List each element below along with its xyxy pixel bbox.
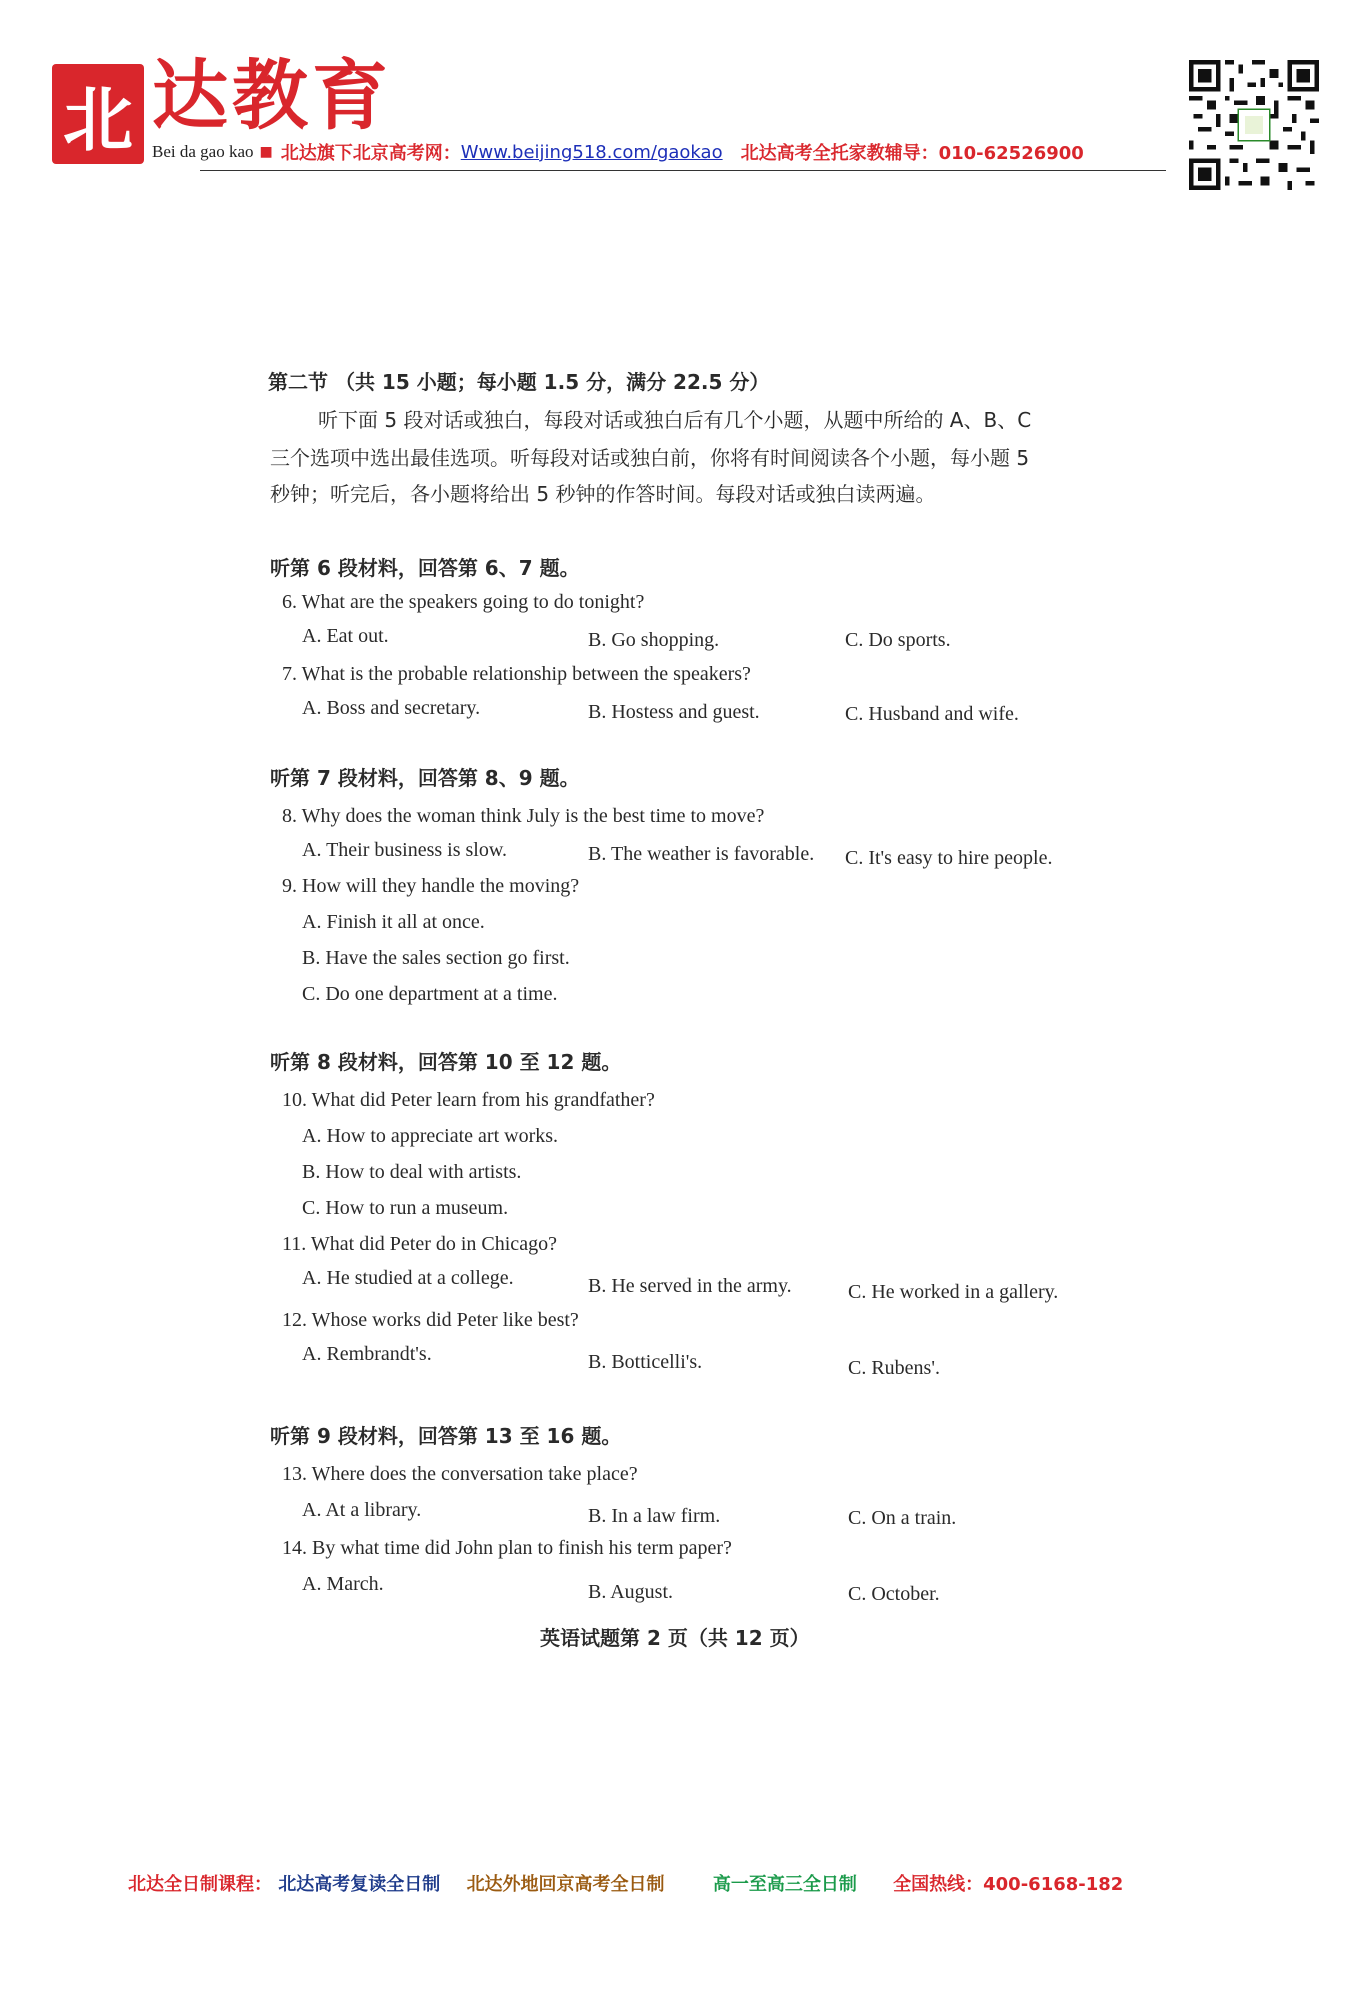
page-number: 英语试题第 2 页（共 12 页）: [540, 1626, 810, 1650]
option-b: B. How to deal with artists.: [302, 1161, 522, 1183]
option-c: C. It's easy to hire people.: [845, 847, 1053, 869]
national-hotline: 全国热线：400-6168-182: [893, 1874, 1124, 1895]
option-a: A. How to appreciate art works.: [302, 1125, 559, 1147]
option-a: A. Finish it all at once.: [302, 911, 485, 933]
option-b: B. He served in the army.: [588, 1275, 792, 1297]
course-3: 高一至高三全日制: [712, 1874, 857, 1895]
option-c: C. Do sports.: [845, 629, 951, 651]
option-a: A. Boss and secretary.: [302, 697, 481, 719]
question-stem: 13. Where does the conversation take place?: [282, 1463, 638, 1485]
option-c: C. Do one department at a time.: [302, 983, 558, 1005]
instruction-line-3: 秒钟；听完后，各小题将给出 5 秒钟的作答时间。每段对话或独白读两遍。: [270, 482, 936, 506]
brand-logo-text: 达教育: [152, 51, 392, 140]
bottom-course-bar: [128, 1870, 1143, 1896]
brand-pinyin: Bei da gao kao: [152, 142, 254, 161]
question-stem: 8. Why does the woman think July is the best time to move?: [282, 805, 765, 827]
group-heading: 听第 8 段材料，回答第 10 至 12 题。: [270, 1050, 622, 1074]
instruction-line-2: 三个选项中选出最佳选项。听每段对话或独白前，你将有时间阅读各个小题，每小题 5: [270, 446, 1030, 470]
option-a: A. He studied at a college.: [302, 1267, 514, 1289]
question-stem: 14. By what time did John plan to finish his term paper?: [282, 1537, 732, 1559]
option-b: B. Hostess and guest.: [588, 701, 760, 723]
course-1: 北达高考复读全日制: [278, 1874, 441, 1895]
option-a: A. Their business is slow.: [302, 839, 507, 861]
option-b: B. Botticelli's.: [588, 1351, 703, 1373]
option-b: B. In a law firm.: [588, 1505, 721, 1527]
option-a: A. March.: [302, 1573, 384, 1595]
option-b: B. August.: [588, 1581, 674, 1603]
question-stem: 7. What is the probable relationship between the speakers?: [282, 663, 751, 685]
question-stem: 9. How will they handle the moving?: [282, 875, 580, 897]
option-c: C. October.: [848, 1583, 940, 1605]
site-link[interactable]: Www.beijing518.com/gaokao: [460, 141, 723, 163]
option-c: C. Rubens'.: [848, 1357, 940, 1379]
question-stem: 6. What are the speakers going to do tonight?: [282, 591, 645, 613]
option-c: C. How to run a museum.: [302, 1197, 509, 1219]
option-c: C. On a train.: [848, 1507, 957, 1529]
option-a: A. Rembrandt's.: [302, 1343, 432, 1365]
option-c: C. He worked in a gallery.: [848, 1281, 1059, 1303]
question-stem: 12. Whose works did Peter like best?: [282, 1309, 579, 1331]
option-b: B. Have the sales section go first.: [302, 947, 570, 969]
logo-char: 北: [63, 78, 133, 161]
group-heading: 听第 6 段材料，回答第 6、7 题。: [270, 556, 580, 580]
question-stem: 11. What did Peter do in Chicago?: [282, 1233, 557, 1255]
option-a: A. At a library.: [302, 1499, 422, 1521]
group-heading: 听第 7 段材料，回答第 8、9 题。: [270, 766, 580, 790]
option-c: C. Husband and wife.: [845, 703, 1019, 725]
option-b: B. The weather is favorable.: [588, 843, 815, 865]
question-stem: 10. What did Peter learn from his grandfather?: [282, 1089, 655, 1111]
group-heading: 听第 9 段材料，回答第 13 至 16 题。: [270, 1424, 622, 1448]
option-b: B. Go shopping.: [588, 629, 720, 651]
section-title: 第二节 （共 15 小题；每小题 1.5 分，满分 22.5 分）: [268, 370, 770, 394]
site-label: 北达旗下北京高考网：: [280, 143, 461, 164]
tutor-hotline: 北达高考全托家教辅导：010-62526900: [740, 143, 1084, 164]
square-bullet-icon: ■: [259, 144, 273, 160]
instruction-line-1: 听下面 5 段对话或独白，每段对话或独白后有几个小题，从题中所给的 A、B、C: [318, 408, 1032, 432]
course-2: 北达外地回京高考全日制: [466, 1874, 665, 1895]
option-a: A. Eat out.: [302, 625, 389, 647]
course-label: 北达全日制课程：: [128, 1874, 272, 1895]
